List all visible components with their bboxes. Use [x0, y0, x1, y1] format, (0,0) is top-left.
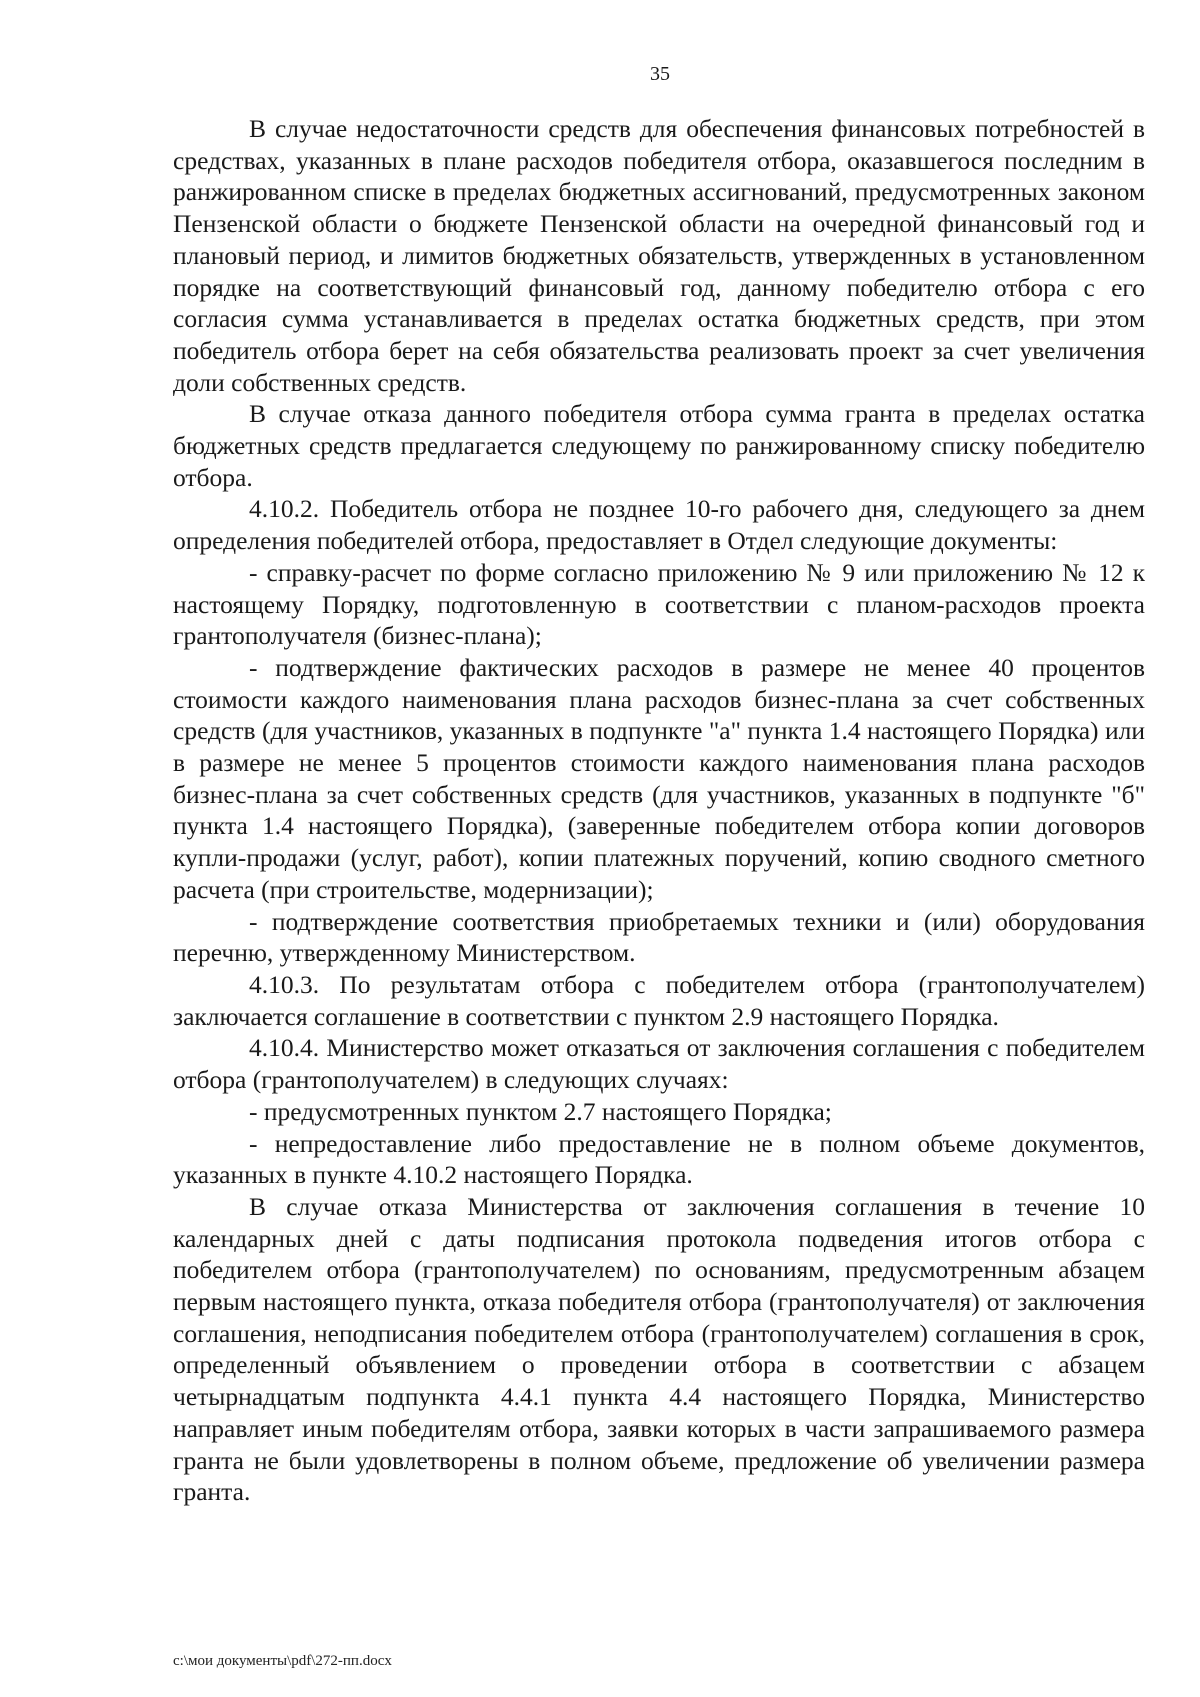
- paragraph-4-10-3: 4.10.3. По результатам отбора с победителем отбора (грантополучателем) заключается соглашение в соответствии с пунктом 2.9 настоящего Порядка.: [173, 969, 1145, 1031]
- list-item-equipment-compliance: - подтверждение соответствия приобретаемых техники и (или) оборудования перечню, утвержденному Министерством.: [173, 906, 1145, 968]
- paragraph-ministry-refusal: В случае отказа Министерства от заключения соглашения в течение 10 календарных дней с даты подписания протокола подведения итогов отбора с победителем отбора (грантополучателем) по основаниям, предусмотренным абзацем первым настоящего пункта, отказа победителя отбора (грантополучателя) от заключения соглашения, неподписания победителем отбора (грантополучателем) соглашения в срок, определенный объявлением о проведении отбора в соответствии с абзацем четырнадцатым подпункта 4.4.1 пункта 4.4 настоящего Порядка, Министерство направляет иным победителям отбора, заявки которых в части запрашиваемого размера гранта не были удовлетворены в полном объеме, предложение об увеличении размера гранта.: [173, 1191, 1145, 1507]
- paragraph-4-10-2: 4.10.2. Победитель отбора не позднее 10-го рабочего дня, следующего за днем определения победителей отбора, предоставляет в Отдел следующие документы:: [173, 494, 1145, 556]
- paragraph-4-10-4: 4.10.4. Министерство может отказаться от заключения соглашения с победителем отбора (грантополучателем) в следующих случаях:: [173, 1033, 1145, 1095]
- page-number: 35: [650, 63, 670, 85]
- list-item-documents-not-provided: - непредоставление либо предоставление не в полном объеме документов, указанных в пункте 4.10.2 настоящего Порядка.: [173, 1128, 1145, 1190]
- list-item-calculation-certificate: - справку-расчет по форме согласно приложению № 9 или приложению № 12 к настоящему Порядку, подготовленную в соответствии с планом-расходов проекта грантополучателя (бизнес-плана);: [173, 557, 1145, 651]
- paragraph-winner-refusal: В случае отказа данного победителя отбора сумма гранта в пределах остатка бюджетных средств предлагается следующему по ранжированному списку победителю отбора.: [173, 399, 1145, 492]
- list-item-clause-2-7: - предусмотренных пунктом 2.7 настоящего Порядка;: [249, 1096, 832, 1126]
- paragraph-insufficient-funds: В случае недостаточности средств для обеспечения финансовых потребностей в средствах, указанных в плане расходов победителя отбора, оказавшегося последним в ранжированном списке в пределах бюджетных ассигнований, предусмотренных законом Пензенской области о бюджете Пензенской области на очередной финансовый год и плановый период, и лимитов бюджетных обязательств, утвержденных в установленном порядке на соответствующий финансовый год, данному победителю отбора с его согласия сумма устанавливается в пределах остатка бюджетных средств, при этом победитель отбора берет на себя обязательства реализовать проект за счет увеличения доли собственных средств.: [173, 114, 1145, 397]
- footer-file-path: c:\мои документы\pdf\272-пп.docx: [173, 1653, 392, 1669]
- document-body: [173, 113, 1145, 1508]
- list-item-expense-confirmation: - подтверждение фактических расходов в размере не менее 40 процентов стоимости каждого наименования плана расходов бизнес-плана за счет собственных средств (для участников, указанных в подпункте "а" пункта 1.4 настоящего Порядка) или в размере не менее 5 процентов стоимости каждого наименования плана расходов бизнес-плана за счет собственных средств (для участников, указанных в подпункте "б" пункта 1.4 настоящего Порядка), (заверенные победителем отбора копии договоров купли-продажи (услуг, работ), копии платежных поручений, копию сводного сметного расчета (при строительстве, модернизации);: [173, 652, 1145, 904]
